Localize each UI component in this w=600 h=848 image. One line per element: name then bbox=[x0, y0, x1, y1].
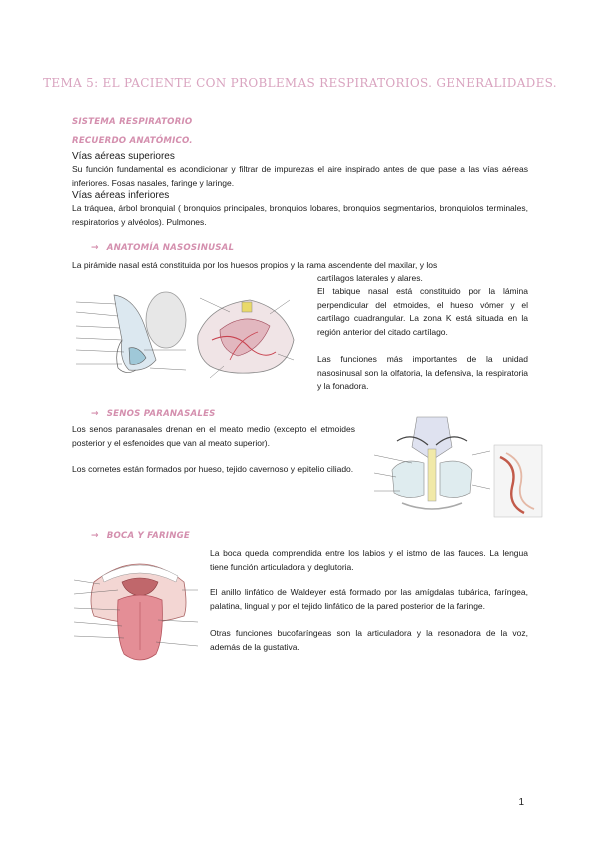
section-heading-nasosinusal bbox=[91, 243, 234, 253]
paragraph-funciones-bucofaringeas: Otras funciones bucofaríngeas son la articuladora y la resonadora de la voz, además de la gustativa. bbox=[210, 628, 528, 652]
paragraph-tabique: El tabique nasal está constituido por la lámina perpendicular del etmoides, el hueso vómer y el cartílago cuadrangular. La zona K está situada en la región anterior del citado cartílago. bbox=[317, 286, 528, 337]
paragraph-superiores: Su función fundamental es acondicionar y filtrar de impurezas el aire inspirado antes de que pase a las vías aéreas inferiores. Fosas nasales, faringe y laringe. bbox=[72, 164, 528, 188]
section-heading-label: SENOS PARANASALES bbox=[106, 409, 216, 419]
paragraph-piramide-cont: cartílagos laterales y alares. bbox=[317, 273, 423, 283]
mouth-pharynx-figure bbox=[72, 550, 202, 670]
section-heading-label: ANATOMÍA NASOSINUSAL bbox=[106, 243, 235, 253]
paragraph-piramide: La pirámide nasal está constituida por los huesos propios y la rama ascendente del maxilar, y los bbox=[72, 260, 438, 270]
section-heading-boca bbox=[91, 531, 190, 541]
arrow-icon: → bbox=[91, 243, 99, 253]
paragraph-boca: La boca queda comprendida entre los labios y el istmo de las fauces. La lengua tiene función articuladora y deglutoria. bbox=[210, 548, 528, 572]
nasal-septum-figure bbox=[190, 290, 302, 385]
paragraph-waldeyer: El anillo linfático de Waldeyer está formado por las amígdalas tubárica, faríngea, palatina, lingual y por el tejido linfático de la pared posterior de la faringe. bbox=[210, 587, 528, 611]
arrow-icon: → bbox=[91, 531, 99, 541]
section-heading-sistema: SISTEMA RESPIRATORIO bbox=[72, 117, 193, 127]
page-number: 1 bbox=[518, 797, 524, 808]
section-heading-label: BOCA Y FARINGE bbox=[106, 531, 190, 541]
paranasal-sinus-figure bbox=[372, 415, 544, 525]
paragraph-senos: Los senos paranasales drenan en el meato medio (excepto el etmoides posterior y el esfenoides que van al meato superior). bbox=[72, 424, 355, 448]
section-heading-senos bbox=[91, 409, 216, 419]
paragraph-funciones-nasosinusal: Las funciones más importantes de la unidad nasosinusal son la olfatoria, la defensiva, la respiratoria y la fonadora. bbox=[317, 354, 528, 392]
paragraph-cornetes: Los cornetes están formados por hueso, tejido cavernoso y epitelio ciliado. bbox=[72, 464, 354, 474]
section-heading-recuerdo: RECUERDO ANATÓMICO. bbox=[72, 136, 193, 146]
page-title: TEMA 5: EL PACIENTE CON PROBLEMAS RESPIRATORIOS. GENERALIDADES. bbox=[43, 76, 557, 90]
subheading-superiores: Vías aéreas superiores bbox=[72, 151, 175, 162]
arrow-icon: → bbox=[91, 409, 99, 419]
nose-lateral-figure bbox=[74, 290, 189, 385]
paragraph-inferiores: La tráquea, árbol bronquial ( bronquios principales, bronquios lobares, bronquios segmentarios, bronquiolos terminales, respiratorios y alvéolos). Pulmones. bbox=[72, 203, 528, 227]
subheading-inferiores: Vías aéreas inferiores bbox=[72, 190, 170, 201]
